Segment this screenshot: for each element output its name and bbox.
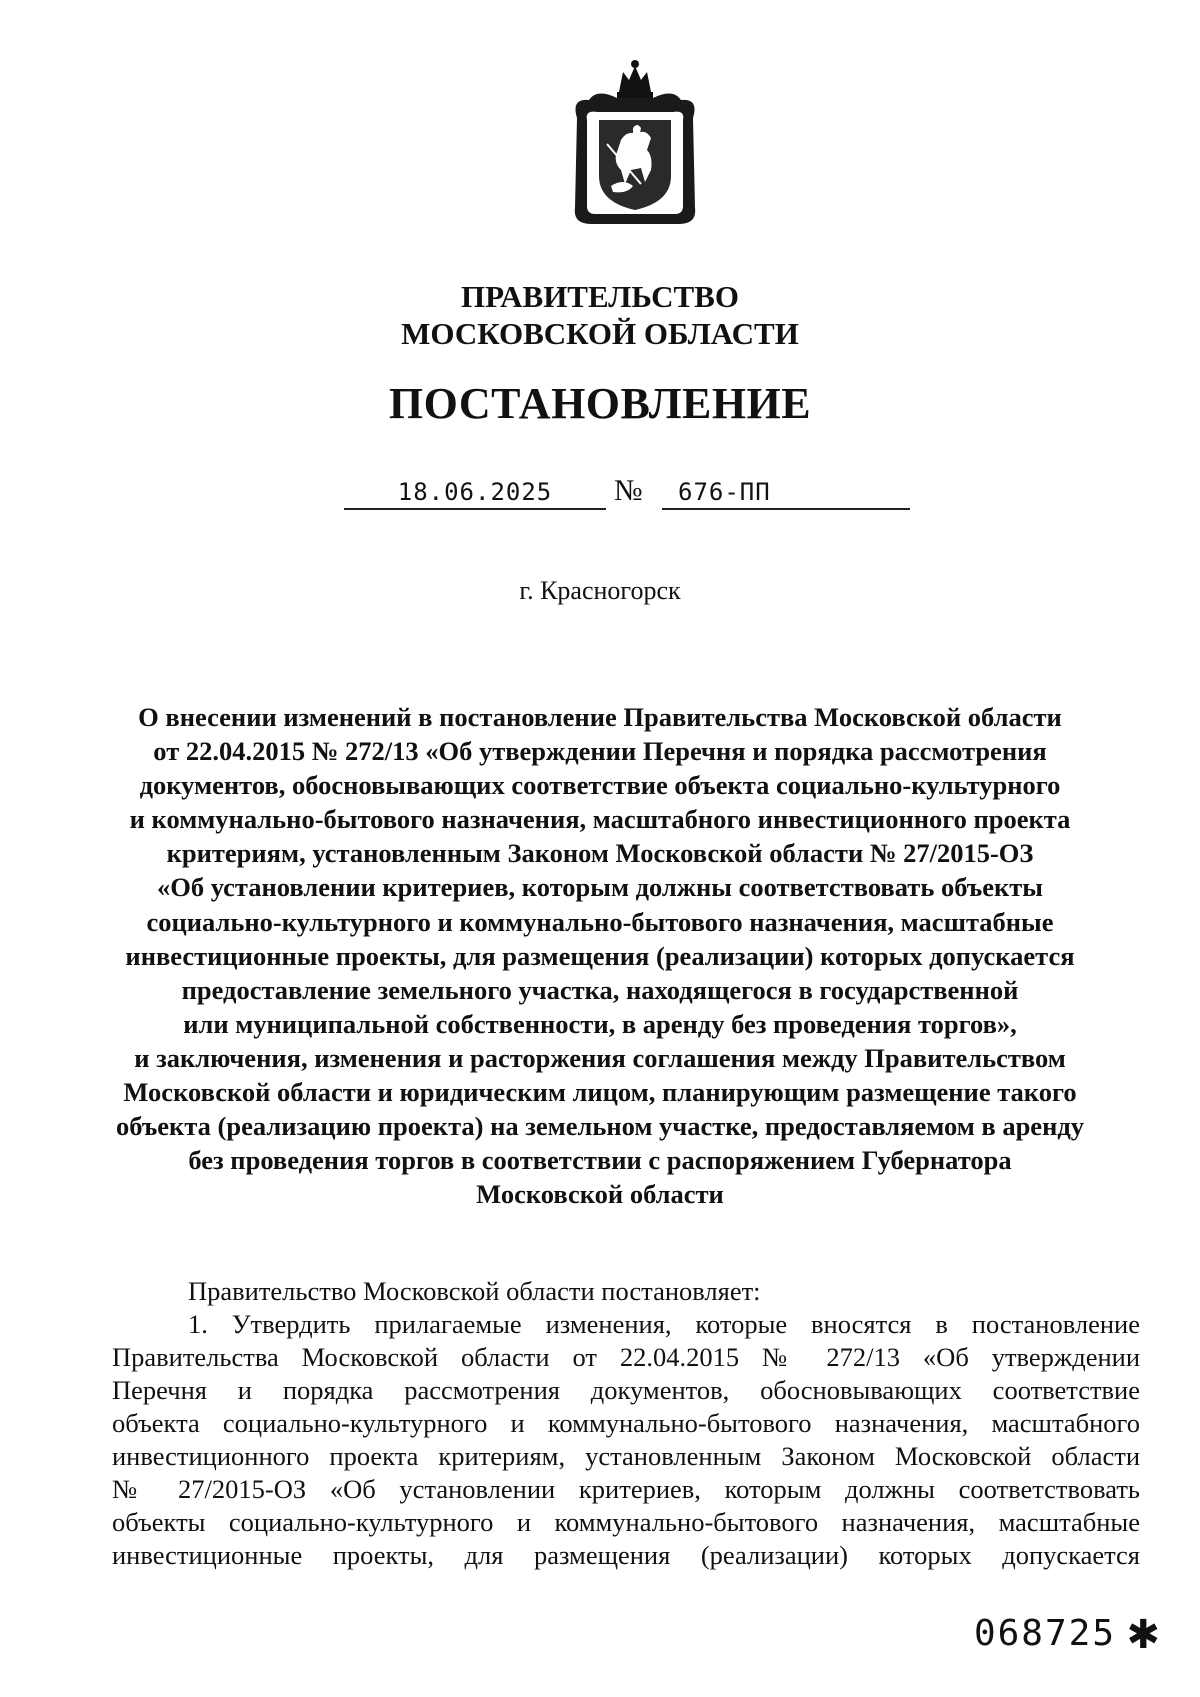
document-number: 676-ПП: [678, 478, 771, 506]
body-line: объекта социально-культурного и коммунально-бытового назначения, масштабного: [112, 1408, 1140, 1438]
date-number-row: [344, 474, 910, 514]
city-name: г. Красногорск: [519, 576, 681, 605]
body-line: объекты социально-культурного и коммунально-бытового назначения, масштабные: [112, 1507, 1140, 1537]
body-line: Перечня и порядка рассмотрения документов, обосновывающих соответствие: [112, 1375, 1140, 1405]
document-type-title: ПОСТАНОВЛЕНИЕ: [388, 379, 812, 428]
document-date: 18.06.2025: [397, 478, 553, 506]
body-line: инвестиционного проекта критериям, установленным Законом Московской области: [112, 1441, 1140, 1471]
subject-line: и заключения, изменения и расторжения соглашения между Правительством: [134, 1042, 1066, 1073]
subject-line: без проведения торгов в соответствии с распоряжением Губернатора: [188, 1145, 1012, 1176]
subject-line: Московской области: [476, 1179, 724, 1210]
subject-line: объекта (реализацию проекта) на земельном участке, предоставляемом в аренду: [116, 1111, 1084, 1142]
subject-line: Московской области и юридическим лицом, планирующим размещение такого: [123, 1077, 1077, 1108]
date-underline: [344, 508, 606, 510]
document-subject: [100, 700, 1100, 1211]
subject-line: инвестиционные проекты, для размещения (реализации) которых допускается: [125, 940, 1075, 971]
subject-line: предоставление земельного участка, находящегося в государственной: [181, 974, 1019, 1005]
number-sign: №: [614, 474, 643, 507]
subject-line: социально-культурного и коммунально-бытового назначения, масштабные: [146, 906, 1054, 937]
body-line: Правительства Московской области от 22.04.2015 № 272/13 «Об утверждении: [112, 1342, 1140, 1372]
subject-line: от 22.04.2015 № 272/13 «Об утверждении Перечня и порядка рассмотрения: [153, 736, 1047, 767]
subject-line: «Об установлении критериев, которым должны соответствовать объекты: [156, 872, 1043, 903]
subject-line: документов, обосновывающих соответствие объекта социально-культурного: [139, 770, 1061, 801]
form-serial-number: 068725: [973, 1613, 1116, 1654]
org-name-line2: МОСКОВСКОЙ ОБЛАСТИ: [401, 316, 799, 351]
org-name-line1: ПРАВИТЕЛЬСТВО: [461, 279, 739, 314]
number-underline: [662, 508, 910, 510]
subject-line: или муниципальной собственности, в аренду без проведения торгов»,: [183, 1008, 1017, 1039]
asterisk-icon: ✱: [1126, 1612, 1160, 1657]
subject-line: и коммунально-бытового назначения, масштабного инвестиционного проекта: [129, 804, 1071, 835]
document-body: [112, 1275, 1140, 1572]
body-line: 1. Утвердить прилагаемые изменения, которые вносятся в постановление: [188, 1309, 1140, 1339]
body-line: Правительство Московской области постановляет:: [188, 1276, 761, 1306]
body-line: № 27/2015-ОЗ «Об установлении критериев, которым должны соответствовать: [112, 1474, 1140, 1504]
subject-line: критериям, установленным Законом Московской области № 27/2015-ОЗ: [166, 838, 1034, 869]
coat-of-arms-emblem: [567, 58, 703, 230]
body-line: инвестиционные проекты, для размещения (реализации) которых допускается: [112, 1540, 1140, 1570]
subject-line: О внесении изменений в постановление Правительства Московской области: [138, 702, 1062, 732]
